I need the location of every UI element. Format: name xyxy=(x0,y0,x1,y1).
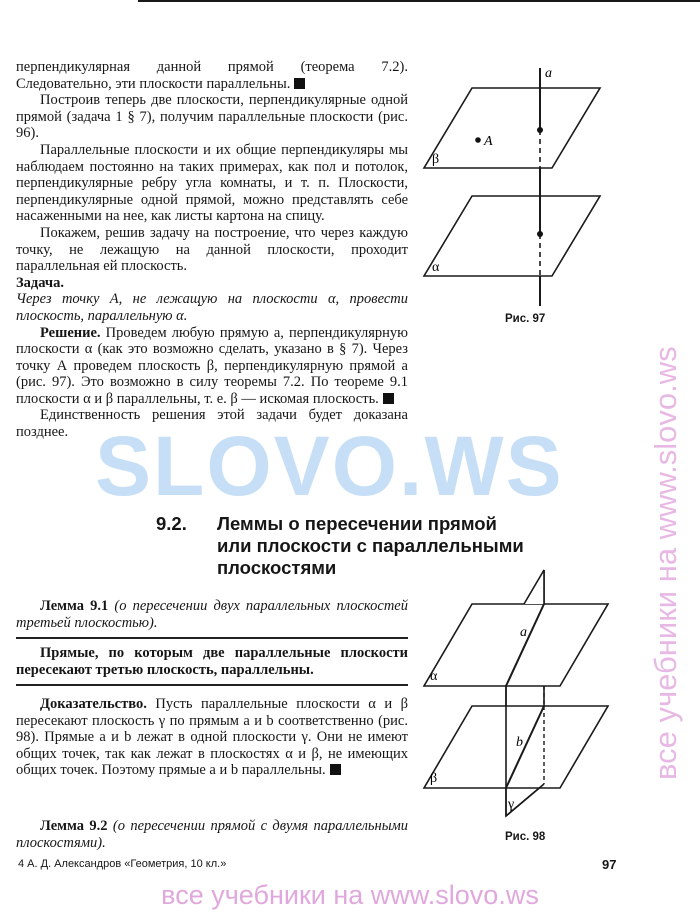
section-title-line3: плоскостями xyxy=(217,557,337,578)
lemma-9-1-proof: Доказательство. Пусть параллельные плоскости α и β пересекают плоскость γ по прямым а и b соответственно (рис. 98). Прямые а и b лежат в одной плоскости γ. Они не имеют общих точек, так как лежат в плоскостях α и β, не имеющих общих точек. Поэтому прямые а и b параллельны. xyxy=(16,696,409,779)
point-A xyxy=(475,137,481,143)
label-a: a xyxy=(520,625,527,640)
section-title-line1: Леммы о пересечении прямой xyxy=(217,513,497,534)
lemma-9-2-header: Лемма 9.2 (о пересечении прямой с двумя параллельными плоскостями). xyxy=(16,818,409,851)
label-alpha: α xyxy=(430,669,438,684)
intersection-point-beta xyxy=(537,127,543,133)
lemma-rule-bottom xyxy=(16,684,408,686)
text-column-top xyxy=(16,59,408,441)
solution-paragraph: Решение. Проведем любую прямую а, перпендикулярную плоскости α (как это возможно сделать, указано в § 7). Через точку А проведем плоскость β, перпендикулярную прямой а (рис. 97). Это возможно в силу теоремы 7.2. По теореме 9.1 плоскости α и β параллельны, т. е. β — искомая плоскость. xyxy=(16,324,409,407)
section-number: 9.2. xyxy=(156,513,187,534)
figure-97 xyxy=(420,60,610,330)
label-b: b xyxy=(516,735,523,750)
plane-alpha xyxy=(424,196,600,276)
figure-98 xyxy=(420,566,620,840)
paragraph-3: Параллельные плоскости и их общие перпендикуляры мы наблюдаем постоянно на таких примерах, как пол и потолок, перпендикулярные ребру угла комнаты, и т. п. Плоскости, перпендикулярные одной прямой, можно представлять себе насаженными на нее, как листы картона на спицу. xyxy=(16,141,408,225)
top-rule xyxy=(138,0,700,2)
paragraph-5: Единственность решения этой задачи будет доказана позднее. xyxy=(16,407,408,441)
footer-book-info: 4 А. Д. Александров «Геометрия, 10 кл.» xyxy=(18,858,227,870)
section-title-line2: или плоскости с параллельными xyxy=(217,535,524,556)
label-A: A xyxy=(484,134,493,149)
lemma-rule-top xyxy=(16,637,408,639)
label-beta: β xyxy=(430,771,438,786)
label-a: a xyxy=(545,66,552,81)
plane-alpha xyxy=(424,604,608,686)
lemma-9-1-header: Лемма 9.1 (о пересечении двух параллельных плоскостей третьей плоскостью). xyxy=(16,598,408,631)
watermark-center: SLOVO.WS xyxy=(95,419,564,513)
plane-beta xyxy=(424,88,600,168)
label-gamma: γ xyxy=(508,797,515,812)
label-alpha: α xyxy=(432,260,440,275)
label-beta: β xyxy=(432,152,440,167)
watermark-side: все учебники на www.slovo.ws xyxy=(648,346,683,780)
qed-mark xyxy=(383,393,394,404)
intersection-point-alpha xyxy=(537,231,543,237)
paragraph-1: перпендикулярная данной прямой (теорема 7.2). Следовательно, эти плоскости параллельны. xyxy=(16,59,408,92)
task-label: Задача. xyxy=(16,274,64,291)
qed-mark xyxy=(330,764,341,775)
caption-fig-98: Рис. 98 xyxy=(505,831,546,843)
lemma-9-1-statement: Прямые, по которым две параллельные плоскости пересекают третью плоскость, параллельны. xyxy=(16,645,408,678)
caption-fig-97: Рис. 97 xyxy=(505,313,546,325)
watermark-bottom: все учебники на www.slovo.ws xyxy=(161,880,539,910)
task-text: Через точку А, не лежащую на плоскости α, провести плоскость, параллельную α. xyxy=(16,291,408,324)
paragraph-4: Покажем, решив задачу на построение, что через каждую точку, не лежащую на данной плоскости, проходит параллельная ей плоскость. xyxy=(16,224,408,275)
paragraph-2: Построив теперь две плоскости, перпендикулярные одной прямой (задача 1 § 7), получим параллельные плоскости (рис. 96). xyxy=(16,92,408,142)
page-number: 97 xyxy=(602,857,617,872)
qed-mark xyxy=(294,78,305,89)
